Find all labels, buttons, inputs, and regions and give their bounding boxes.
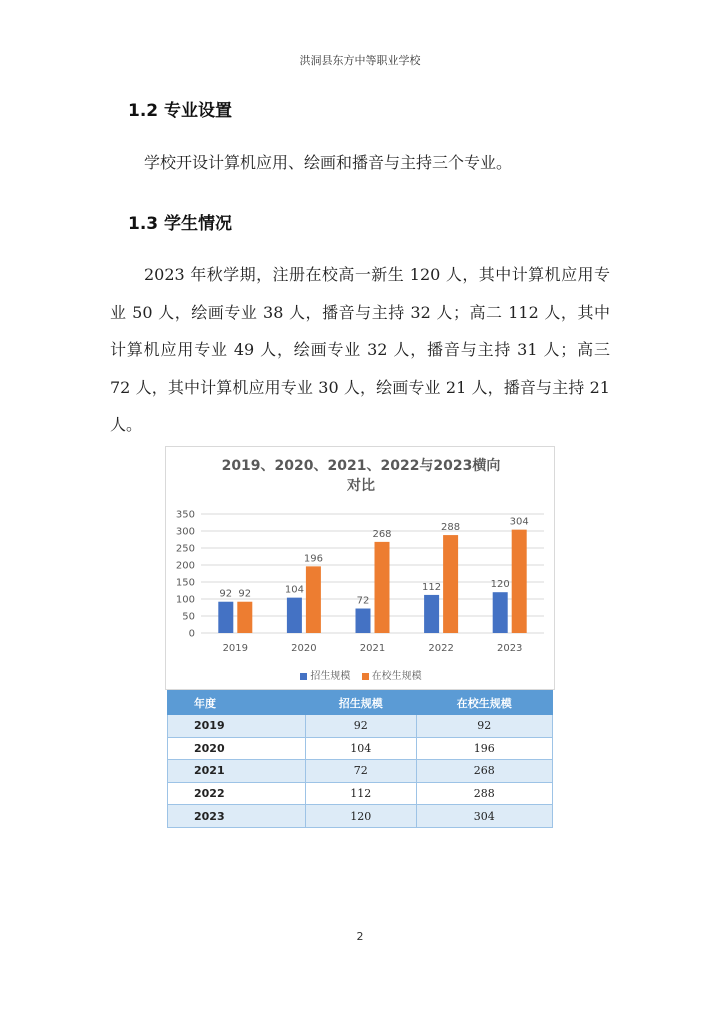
bar-enrollment	[424, 595, 439, 633]
table-row	[168, 782, 553, 805]
table-cell-in-school: 288	[416, 782, 552, 805]
table-cell-year: 2023	[168, 805, 306, 828]
legend-item-in-school	[362, 671, 422, 682]
legend-swatch-in-school	[362, 673, 369, 680]
table-cell-in-school: 92	[416, 715, 552, 738]
table-cell-in-school: 268	[416, 760, 552, 783]
y-tick-label: 300	[175, 526, 195, 538]
chart-legend	[166, 667, 556, 682]
table-cell-enrollment: 120	[305, 805, 416, 828]
x-tick-label: 2019	[222, 643, 249, 654]
data-label: 72	[356, 595, 370, 607]
bar-in-school	[512, 530, 527, 633]
page-header: 洪洞县东方中等职业学校	[299, 54, 421, 67]
table-header-year: 年度	[168, 691, 306, 715]
y-tick-label: 100	[175, 594, 195, 606]
y-tick-label: 200	[175, 560, 195, 572]
table-header-in-school: 在校生规模	[416, 691, 552, 715]
table-cell-year: 2022	[168, 782, 306, 805]
bar-enrollment	[356, 609, 371, 633]
bar-chart	[165, 446, 555, 690]
bar-enrollment	[287, 598, 302, 633]
table-cell-enrollment: 72	[305, 760, 416, 783]
table-cell-enrollment: 112	[305, 782, 416, 805]
bar-in-school	[237, 602, 252, 633]
page-number: 2	[356, 930, 364, 943]
section-paragraph-majors: 学校开设计算机应用、绘画和播音与主持三个专业。	[144, 153, 513, 172]
table-header-enrollment: 招生规模	[305, 691, 416, 715]
table-cell-in-school: 196	[416, 737, 552, 760]
bar-in-school	[443, 535, 458, 633]
x-tick-label: 2021	[359, 643, 386, 654]
data-label: 196	[303, 553, 323, 565]
data-label: 104	[284, 584, 304, 596]
x-tick-label: 2022	[428, 643, 454, 654]
table-row	[168, 715, 553, 738]
data-label: 92	[238, 588, 252, 600]
x-tick-label: 2020	[291, 643, 317, 654]
data-label: 304	[509, 516, 529, 528]
chart-title-line2: 对比	[347, 478, 375, 494]
table-row	[168, 805, 553, 828]
section-heading-students: 1.3 学生情况	[128, 214, 233, 234]
legend-item-enrollment	[300, 671, 353, 682]
bar-in-school	[375, 542, 390, 633]
data-label: 288	[441, 522, 461, 534]
table-row	[168, 737, 553, 760]
table-cell-year: 2020	[168, 737, 306, 760]
bar-enrollment	[493, 592, 508, 633]
bar-enrollment	[218, 602, 233, 633]
table-cell-in-school: 304	[416, 805, 552, 828]
table-cell-enrollment: 92	[305, 715, 416, 738]
table-cell-year: 2021	[168, 760, 306, 783]
bar-in-school	[306, 566, 321, 633]
chart-title-line1: 2019、2020、2021、2022与2023横向	[221, 458, 501, 474]
y-tick-label: 0	[188, 628, 195, 640]
data-label: 268	[372, 528, 392, 540]
x-tick-label: 2023	[496, 643, 523, 654]
y-tick-label: 350	[175, 509, 195, 521]
data-label: 112	[422, 581, 442, 593]
legend-swatch-enrollment	[300, 673, 307, 680]
legend-label-in-school: 在校生规模	[371, 671, 422, 682]
section-paragraph-students: 2023 年秋学期，注册在校高一新生 120 人，其中计算机应用专业 50 人，绘画专业 38 人，播音与主持 32 人；高二 112 人，其中计算机应用专业 49 人，绘画专业 32 人，播音与主持 31 人；高三 72 人，其中计算机应用专业 30 人，绘画专业 21 人，播音与主持 21 人。	[110, 265, 610, 434]
chart-plot	[166, 447, 556, 667]
y-tick-label: 50	[182, 611, 195, 623]
data-label: 92	[219, 588, 233, 600]
section-heading-majors: 1.2 专业设置	[128, 101, 233, 121]
data-label: 120	[490, 579, 510, 591]
table-row	[168, 760, 553, 783]
y-tick-label: 150	[175, 577, 195, 589]
table-header-row	[168, 691, 553, 715]
legend-label-enrollment: 招生规模	[310, 671, 351, 682]
y-tick-label: 250	[175, 543, 195, 555]
table-cell-enrollment: 104	[305, 737, 416, 760]
table-cell-year: 2019	[168, 715, 306, 738]
data-table	[167, 690, 553, 828]
